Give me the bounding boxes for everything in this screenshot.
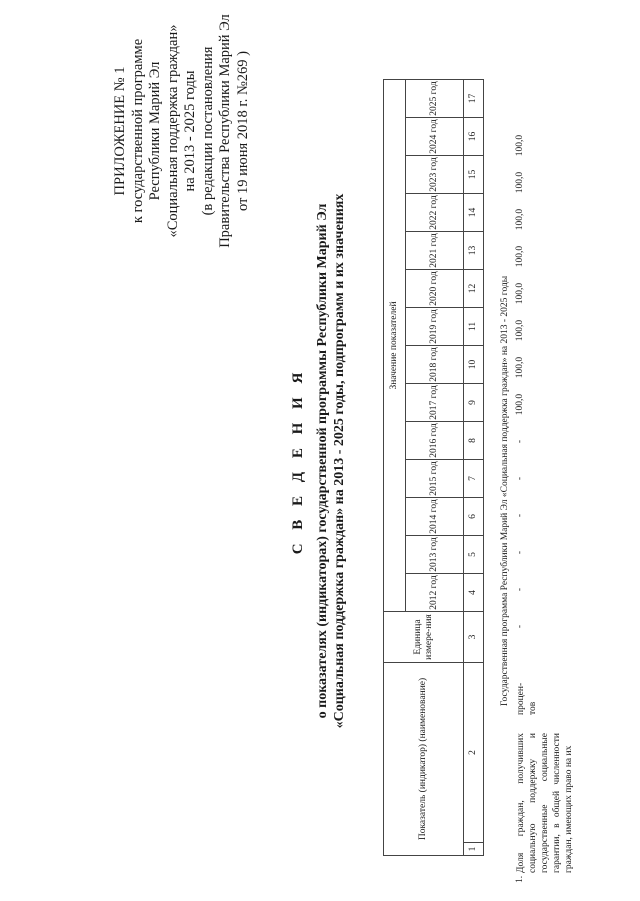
column-number: 7 xyxy=(464,460,484,498)
document-subtitle xyxy=(315,111,348,811)
column-number: 1 xyxy=(464,843,484,856)
appendix-line: к государственной программе xyxy=(129,38,146,224)
subtitle-line-2: «Социальная поддержка граждан» на 2013 - 2025 годы, подпрограмм и их значениях xyxy=(331,193,347,729)
appendix-line: от 19 июня 2018 г. №269 ) xyxy=(234,50,251,212)
header-year: 2025 год xyxy=(406,80,464,118)
header-year: 2013 год xyxy=(406,536,464,574)
row-value: - xyxy=(515,624,525,629)
row-value: - xyxy=(515,587,525,592)
column-number: 11 xyxy=(464,308,484,346)
header-year: 2021 год xyxy=(406,232,464,270)
row-value: 100,0 xyxy=(515,319,525,342)
row-value: 100,0 xyxy=(515,208,525,231)
subtitle-line-1: о показателях (индикаторах) государственной программы Республики Марий Эл xyxy=(315,203,330,719)
row-value: - xyxy=(515,439,525,444)
document-title: С В Е Д Е Н И Я xyxy=(290,367,306,555)
header-year: 2023 год xyxy=(406,156,464,194)
row-indicator-name: Доля граждан, получивших социальную поддержку и государственные социальные гарантии, в общей численности граждан, имеющих право на их xyxy=(516,733,574,873)
row-value: 100,0 xyxy=(515,393,525,416)
header-year: 2012 год xyxy=(406,574,464,612)
row-number: 1. xyxy=(515,875,525,883)
column-number: 9 xyxy=(464,384,484,422)
header-year: 2019 год xyxy=(406,308,464,346)
appendix-line: Республики Марий Эл xyxy=(147,61,163,201)
header-year: 2017 год xyxy=(406,384,464,422)
column-number: 2 xyxy=(464,663,484,843)
row-value: - xyxy=(515,550,525,555)
row-value: 100,0 xyxy=(515,356,525,379)
appendix-line: (в редакции постановления xyxy=(199,46,216,216)
column-number: 14 xyxy=(464,194,484,232)
header-year: 2015 год xyxy=(406,460,464,498)
header-year: 2018 год xyxy=(406,346,464,384)
column-number: 10 xyxy=(464,346,484,384)
row-value: - xyxy=(515,513,525,518)
header-unit: Единица измере-ния xyxy=(384,612,464,663)
header-year: 2024 год xyxy=(406,118,464,156)
appendix-line: на 2013 - 2025 годы xyxy=(182,70,198,192)
row-value: 100,0 xyxy=(515,245,525,268)
table-row xyxy=(513,1,633,891)
column-number: 17 xyxy=(464,80,484,118)
column-number: 6 xyxy=(464,498,484,536)
row-value: 100,0 xyxy=(515,171,525,194)
header-year: 2016 год xyxy=(406,422,464,460)
appendix-line: Правительства Республики Марий Эл xyxy=(217,14,233,248)
header-year: 2022 год xyxy=(406,194,464,232)
header-year: 2014 год xyxy=(406,498,464,536)
appendix-line: ПРИЛОЖЕНИЕ № 1 xyxy=(112,66,128,196)
column-number: 5 xyxy=(464,536,484,574)
indicators-table xyxy=(383,79,484,856)
row-value: - xyxy=(515,476,525,481)
row-value: 100,0 xyxy=(515,282,525,305)
column-number: 12 xyxy=(464,270,484,308)
program-label: Государственная программа Республики Марий Эл «Социальная поддержка граждан» на 2013 - 2025 годы xyxy=(500,275,510,707)
column-number: 13 xyxy=(464,232,484,270)
header-year: 2020 год xyxy=(406,270,464,308)
column-number: 4 xyxy=(464,574,484,612)
column-number: 16 xyxy=(464,118,484,156)
column-number: 3 xyxy=(464,612,484,663)
header-values-group: Значение показателей xyxy=(384,80,406,612)
row-unit: процен-тов xyxy=(516,682,538,715)
appendix-block xyxy=(112,1,252,261)
column-number: 8 xyxy=(464,422,484,460)
header-indicator: Показатель (индикатор) (наименование) xyxy=(384,663,464,856)
row-value: 100,0 xyxy=(515,134,525,157)
column-number: 15 xyxy=(464,156,484,194)
appendix-line: «Социальная поддержка граждан» xyxy=(164,24,181,238)
